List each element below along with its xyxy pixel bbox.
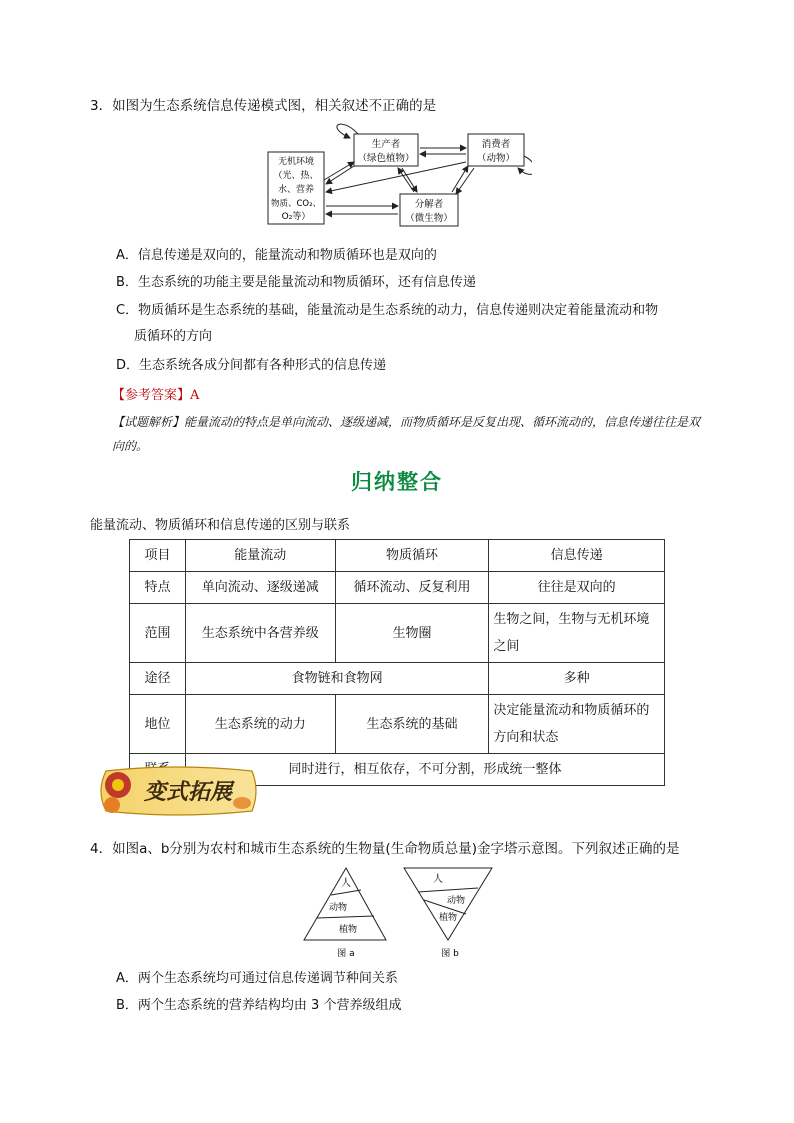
q3-option-c <box>116 300 706 348</box>
table-cell: 往往是双向的 <box>489 572 665 604</box>
consumer-line-2: （动物） <box>476 153 516 164</box>
table-cell: 决定能量流动和物质循环的方向和状态 <box>489 695 665 754</box>
q4-option-b: B．两个生态系统的营养结构均由 3 个营养级组成 <box>116 998 402 1013</box>
question-4-title: 4．如图a、b分别为农村和城市生态系统的生物量(生命物质总量)金字塔示意图。下列叙述正确的是 <box>90 841 680 857</box>
information-flow-diagram <box>262 122 532 232</box>
q3-option-c-line-2: 质循环的方向 <box>134 329 213 344</box>
table-cell: 同时进行，相互依存，不可分割，形成统一整体 <box>185 754 664 786</box>
arrow-producer-to-abiotic <box>326 166 354 184</box>
pyramid-b-caption: 图 b <box>441 949 459 959</box>
table-cell: 地位 <box>130 695 186 754</box>
summary-intro: 能量流动、物质循环和信息传递的区别与联系 <box>90 518 351 533</box>
q3-option-d: D．生态系统各成分间都有各种形式的信息传递 <box>116 358 387 373</box>
pyramid-a-bottom-label: 植物 <box>338 925 358 935</box>
arrow-abiotic-to-producer <box>324 162 354 180</box>
table-cell: 生物圈 <box>335 604 489 663</box>
abiotic-line-5: O₂等） <box>281 212 311 222</box>
variant-extension-banner <box>92 763 260 819</box>
pyramid-a-caption: 图 a <box>337 949 355 959</box>
abiotic-line-1: 无机环境 <box>277 157 315 167</box>
table-cell: 生态系统的基础 <box>335 695 489 754</box>
abiotic-line-3: 水、营养 <box>277 185 315 195</box>
table-row <box>130 604 665 663</box>
decomposer-line-2: （微生物） <box>405 213 453 224</box>
q4-option-a: A．两个生态系统均可通过信息传递调节种间关系 <box>116 971 398 986</box>
table-cell: 生态系统的动力 <box>185 695 335 754</box>
table-header-row <box>130 540 665 572</box>
comparison-table <box>129 539 665 786</box>
table-cell: 生物之间，生物与无机环境之间 <box>489 604 665 663</box>
q3-option-c-line-1: C．物质循环是生态系统的基础，能量流动是生态系统的动力，信息传递则决定着能量流动和物 <box>116 303 659 318</box>
q3-analysis: 【试题解析】能量流动的特点是单向流动、逐级递减，而物质循环是反复出现、循环流动的，信息传递往往是双向的。 <box>112 415 701 453</box>
abiotic-line-2: （光、热、 <box>273 171 319 181</box>
banner-text: 变式拓展 <box>143 780 233 805</box>
pyramid-a-top-label: 人 <box>341 878 351 889</box>
arrow-producer-to-decomposer <box>402 168 417 192</box>
table-row <box>130 572 665 604</box>
table-cell: 循环流动、反复利用 <box>335 572 489 604</box>
question-3-title: 3．如图为生态系统信息传递模式图，相关叙述不正确的是 <box>90 98 437 114</box>
pyramid-a-mid-label: 动物 <box>328 903 348 913</box>
producer-line-2: （绿色植物） <box>357 153 415 164</box>
table-row <box>130 663 665 695</box>
summary-heading: 归纳整合 <box>351 470 443 494</box>
pyramid-b-top-label: 人 <box>433 874 443 885</box>
table-cell: 信息传递 <box>489 540 665 572</box>
table-cell: 物质循环 <box>335 540 489 572</box>
table-cell: 多种 <box>489 663 665 695</box>
producer-line-1: 生产者 <box>371 139 401 150</box>
table-cell: 食物链和食物网 <box>185 663 488 695</box>
pyramid-b-mid-label: 动物 <box>446 896 466 906</box>
q3-option-b: B．生态系统的功能主要是能量流动和物质循环，还有信息传递 <box>116 275 476 290</box>
consumer-line-1: 消费者 <box>481 139 511 150</box>
table-cell: 能量流动 <box>185 540 335 572</box>
table-cell: 生态系统中各营养级 <box>185 604 335 663</box>
decomposer-line-1: 分解者 <box>414 199 444 210</box>
table-cell: 单向流动、逐级递减 <box>185 572 335 604</box>
table-row <box>130 695 665 754</box>
table-cell: 范围 <box>130 604 186 663</box>
table-cell: 途径 <box>130 663 186 695</box>
q3-option-a: A．信息传递是双向的，能量流动和物质循环也是双向的 <box>116 248 437 263</box>
table-cell: 项目 <box>130 540 186 572</box>
abiotic-line-4: 物质、CO₂、 <box>270 199 322 209</box>
arrow-decomposer-to-producer <box>398 168 414 192</box>
table-cell: 特点 <box>130 572 186 604</box>
answer-tag: 【参考答案】 <box>112 388 191 403</box>
pyramid-b-bottom-label: 植物 <box>438 913 458 923</box>
q3-answer <box>112 384 199 403</box>
biomass-pyramid-figures <box>300 864 500 962</box>
answer-value: A <box>190 388 200 403</box>
